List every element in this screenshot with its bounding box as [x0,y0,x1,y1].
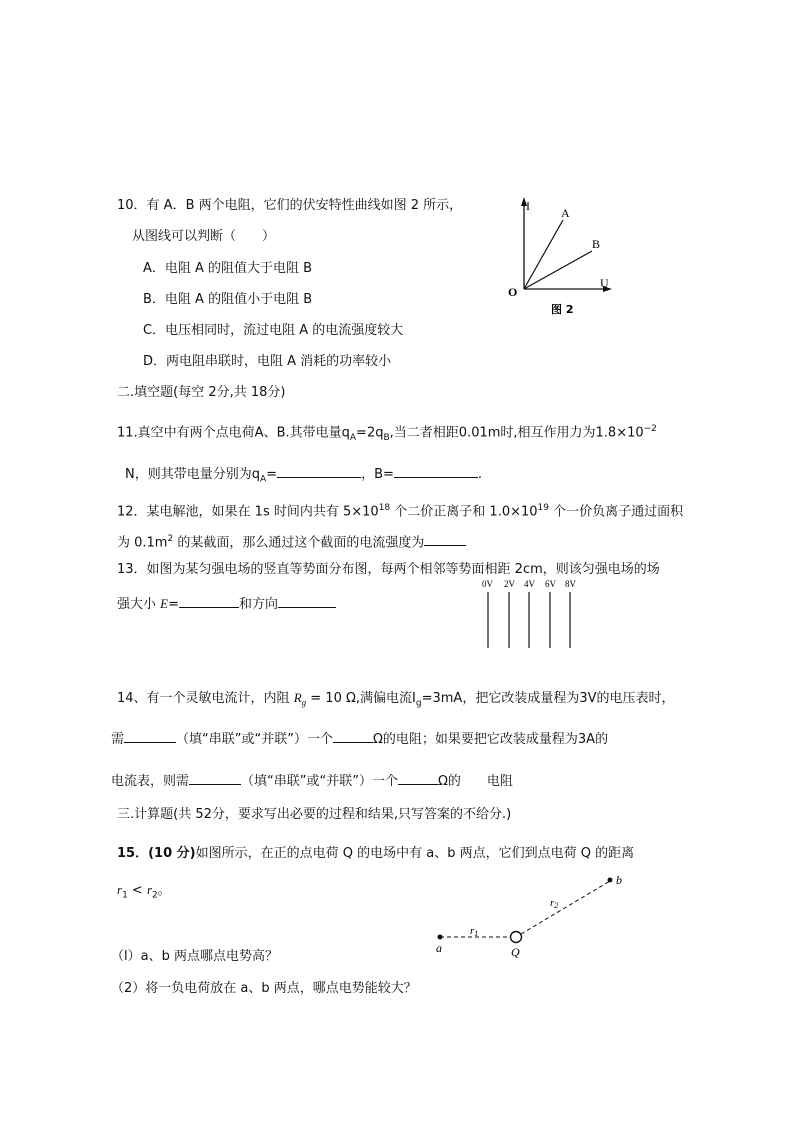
q13-blank-direction[interactable] [278,594,336,608]
q11-blank-qa[interactable] [277,464,361,478]
q10-option-d: D．两电阻串联时，电阻 A 消耗的功率较小 [143,354,392,369]
q10-line1: 10．有 A．B 两个电阻，它们的伏安特性曲线如图 2 所示， [117,198,463,213]
potential-labels [482,579,577,589]
potential-label-4: 8V [565,579,576,589]
label-r2: r2 [550,897,559,910]
line-b-label: B [592,237,601,251]
q15-sub2: （2）将一负电荷放在 a、b 两点，哪点电势能较大？ [111,981,417,996]
axis-i-label: I [526,199,530,213]
q14-line3: 电流表，则需 （填“串联”或“并联”）一个 Ω的 电阻 [111,771,513,790]
section-3-title: 三.计算题(共 52分，要求写出必要的过程和结果,只写答案的不给分.) [117,807,512,822]
q13-line2: 强大小 E= 和方向 [117,594,336,613]
q14-blank-voltmeter-resistance[interactable] [333,729,373,743]
charge-q [511,932,522,943]
q10-option-b: B．电阻 A 的阻值小于电阻 B [143,292,313,307]
label-b: b [616,873,622,887]
q12-blank-current[interactable] [424,532,466,546]
figure-2-iu-graph [500,195,620,325]
q11-line1: 11.真空中有两个点电荷A、B.其带电量$q_A=2q_B$,当二者相距0.01m时,相互作用力为$1.8\times 10^{-2}$ [117,424,657,443]
q11-line2: N，则其带电量分别为$q_A=$ ，B= . [125,464,482,488]
q14-blank-ammeter-resistance[interactable] [398,771,438,785]
potential-label-0: 0V [482,579,493,589]
axis-u-label: U [600,276,609,290]
point-b [608,878,613,883]
q10-option-a: A．电阻 A 的阻值大于电阻 B [143,261,313,276]
q13-blank-magnitude[interactable] [179,594,239,608]
potential-label-2: 4V [524,579,535,589]
q14-line2: 需 （填“串联”或“并联”）一个 Ω的电阻；如果要把它改装成量程为3A的 [111,729,608,748]
section-2-title: 二.填空题(每空 2分,共 18分) [117,385,286,400]
q15-sub1: （l）a、b 两点哪点电势高？ [111,949,278,964]
q10-option-c: C．电压相同时，流过电阻 A 的电流强度较大 [143,323,404,338]
q11-blank-qb[interactable] [394,464,478,478]
q12-line1: 12．某电解池，如果在 1s 时间内共有 $5\times 10^{18}$ 个二价正离子和 $1.0\times 10^{19}$ 个一价负离子通过面积 [117,503,684,520]
q13-line1: 13．如图为某匀强电场的竖直等势面分布图，每两个相邻等势面相距 2cm，则该匀强电场的场 [117,562,660,577]
line-a-label: A [561,206,570,220]
q14-line1: 14、有一个灵敏电流计，内阻 $R_g = 10$ Ω,满偏电流$I_g=3mA$，把它改装成量程为3V的电压表时， [117,690,675,709]
origin-label: O [508,285,518,299]
equipotential-figure [478,578,588,650]
q15-condition: $r_1 < r_2$。 [117,882,171,901]
figure-caption: 图 2 [551,303,574,316]
q14-blank-ammeter-connection[interactable] [189,771,241,785]
potential-label-3: 6V [545,579,556,589]
q12-line2: 为 $0.1m^2$ 的某截面，那么通过这个截面的电流强度为 [117,531,466,551]
label-r1: r1 [470,925,479,938]
q14-blank-voltmeter-connection[interactable] [124,729,176,743]
q10-line2: 从图线可以判断（ ） [132,229,276,244]
label-q: Q [511,945,520,959]
q15-line1: 15．(10 分)如图所示，在正的点电荷 Q 的电场中有 a、b 两点，它们到点电荷 Q 的距离 [117,846,635,861]
potential-label-1: 2V [504,579,515,589]
point-charge-figure [430,872,630,962]
label-a: a [436,941,442,955]
